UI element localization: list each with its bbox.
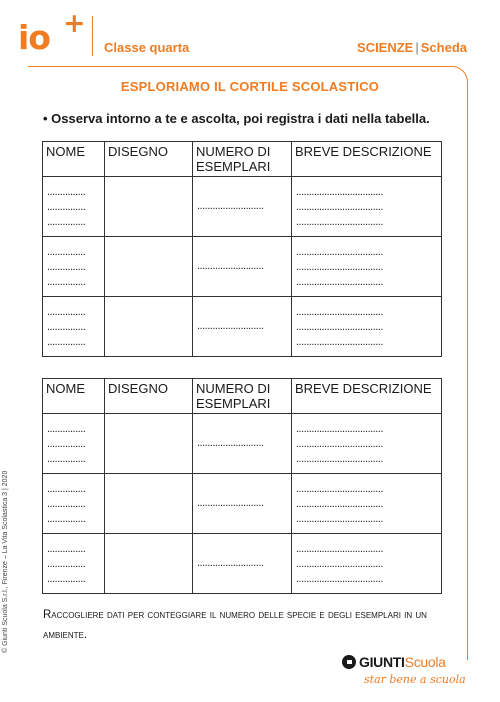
fill-line: ............... (47, 453, 86, 465)
fill-line: ............... (47, 543, 86, 555)
header-nome: NOME (43, 379, 105, 414)
fill-line: ............... (47, 498, 86, 510)
fill-line: .................................. (296, 483, 383, 495)
nome-cell[interactable] (43, 177, 105, 237)
fill-line: .................................. (296, 438, 383, 450)
copyright-text: © Giunti Scuola S.r.l., Firenze – La Vita Scolastica 3 | 2020 (2, 470, 9, 653)
header-descrizione: BREVE DESCRIZIONE (292, 379, 442, 414)
giunti-scuola-logo (342, 654, 472, 694)
data-table-1 (42, 141, 442, 357)
data-table-2 (42, 378, 442, 594)
fill-line: ............... (47, 306, 86, 318)
header-numero: NUMERO DI ESEMPLARI (193, 142, 292, 177)
doc-type: Scheda (420, 40, 467, 55)
header-numero: NUMERO DI ESEMPLARI (193, 379, 292, 414)
numero-cell[interactable] (193, 177, 292, 237)
fill-line: ............... (47, 246, 86, 258)
table-row (43, 474, 442, 534)
fill-line: .................................. (296, 573, 383, 585)
fill-line: ............... (47, 573, 86, 585)
header-nome: NOME (43, 142, 105, 177)
fill-line: .................................. (296, 543, 383, 555)
objective-note: Raccogliere dati per conteggiare il numero delle specie e degli esemplari in un ambiente. (43, 609, 427, 641)
disegno-cell[interactable] (105, 237, 193, 297)
fill-line: ............... (47, 201, 86, 213)
descrizione-cell[interactable] (292, 177, 442, 237)
disegno-cell[interactable] (105, 474, 193, 534)
fill-line: .................................. (296, 306, 383, 318)
nome-cell[interactable] (43, 534, 105, 594)
brand-name-accent: Scuola (404, 654, 446, 670)
nome-cell[interactable] (43, 414, 105, 474)
fill-line: .................................. (296, 513, 383, 525)
fill-line: .......................... (197, 497, 264, 509)
fill-line: .................................. (296, 201, 383, 213)
disegno-cell[interactable] (105, 534, 193, 594)
numero-cell[interactable] (193, 534, 292, 594)
header-disegno: DISEGNO (105, 379, 193, 414)
fill-line: .................................. (296, 246, 383, 258)
table-row (43, 534, 442, 594)
fill-line: ............... (47, 186, 86, 198)
fill-line: .................................. (296, 186, 383, 198)
disegno-cell[interactable] (105, 414, 193, 474)
fill-line: .................................. (296, 216, 383, 228)
fill-line: .......................... (197, 320, 264, 332)
numero-cell[interactable] (193, 237, 292, 297)
fill-line: .................................. (296, 498, 383, 510)
subject-label (357, 40, 467, 55)
fill-line: .................................. (296, 261, 383, 273)
nome-cell[interactable] (43, 237, 105, 297)
numero-cell[interactable] (193, 414, 292, 474)
header-descrizione: BREVE DESCRIZIONE (292, 142, 442, 177)
fill-line: .................................. (296, 276, 383, 288)
fill-line: .................................. (296, 423, 383, 435)
header-disegno: DISEGNO (105, 142, 193, 177)
fill-line: ............... (47, 261, 86, 273)
brand-name-main: GIUNTI (359, 654, 405, 670)
fill-line: .................................. (296, 321, 383, 333)
grade-label: Classe quarta (104, 40, 190, 55)
numero-cell[interactable] (193, 297, 292, 357)
fill-line: ............... (47, 513, 86, 525)
nome-cell[interactable] (43, 297, 105, 357)
fill-line: ............... (47, 336, 86, 348)
plus-icon: + (63, 8, 86, 39)
instruction-text: • Osserva intorno a te e ascolta, poi registra i dati nella tabella. (43, 111, 430, 126)
descrizione-cell[interactable] (292, 534, 442, 594)
io-plus-logo (18, 8, 86, 57)
fill-line: ............... (47, 483, 86, 495)
fill-line: .................................. (296, 453, 383, 465)
fill-line: ............... (47, 558, 86, 570)
table-row (43, 237, 442, 297)
fill-line: ............... (47, 321, 86, 333)
fill-line: .................................. (296, 336, 383, 348)
fill-line: .......................... (197, 200, 264, 212)
fill-line: ............... (47, 216, 86, 228)
subject-name: SCIENZE (357, 40, 414, 55)
table-row (43, 177, 442, 237)
table-row (43, 414, 442, 474)
fill-line: ............... (47, 276, 86, 288)
fill-line: .......................... (197, 557, 264, 569)
logo-text: io (18, 18, 50, 57)
descrizione-cell[interactable] (292, 237, 442, 297)
subject-separator: | (415, 40, 419, 55)
giunti-g-icon (342, 655, 356, 669)
descrizione-cell[interactable] (292, 297, 442, 357)
table-header-row (43, 142, 442, 177)
page-title: ESPLORIAMO IL CORTILE SCOLASTICO (120, 79, 380, 94)
fill-line: .......................... (197, 437, 264, 449)
numero-cell[interactable] (193, 474, 292, 534)
header-divider (92, 16, 93, 56)
nome-cell[interactable] (43, 474, 105, 534)
descrizione-cell[interactable] (292, 474, 442, 534)
table-header-row (43, 379, 442, 414)
disegno-cell[interactable] (105, 297, 193, 357)
table-row (43, 297, 442, 357)
disegno-cell[interactable] (105, 177, 193, 237)
fill-line: .......................... (197, 260, 264, 272)
descrizione-cell[interactable] (292, 414, 442, 474)
brand-name (359, 654, 446, 670)
fill-line: ............... (47, 423, 86, 435)
fill-line: ............... (47, 438, 86, 450)
fill-line: .................................. (296, 558, 383, 570)
brand-tagline: star bene a scuola (364, 673, 466, 686)
